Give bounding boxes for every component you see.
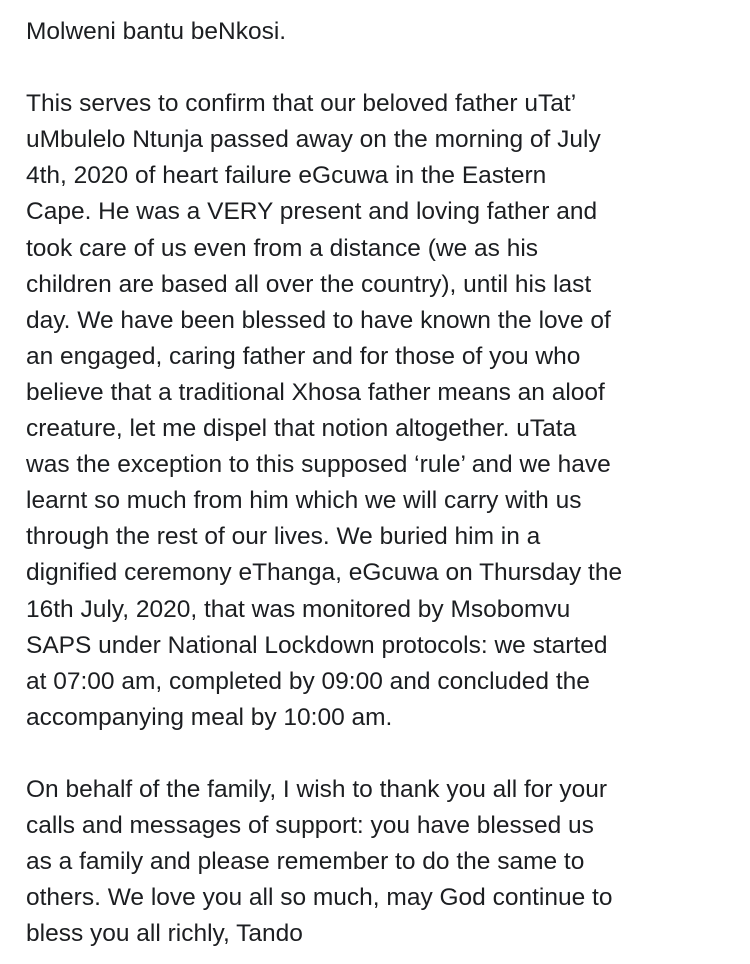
- paragraph-line: calls and messages of support: you have blessed us: [26, 812, 594, 840]
- paragraph-line: bless you all richly, Tando: [26, 920, 303, 948]
- paragraph-announcement: [26, 86, 730, 736]
- paragraph-line: This serves to confirm that our beloved father uTat’: [26, 90, 577, 118]
- greeting: Molweni bantu beNkosi.: [26, 18, 287, 45]
- paragraph-line: SAPS under National Lockdown protocols: we started: [26, 631, 608, 659]
- paragraph-line: others. We love you all so much, may God continue to: [26, 884, 613, 912]
- paragraph-line: uMbulelo Ntunja passed away on the morning of July: [26, 126, 601, 154]
- paragraph-line: believe that a traditional Xhosa father means an aloof: [26, 378, 605, 406]
- paragraph-line: Cape. He was a VERY present and loving father and: [26, 198, 598, 226]
- paragraph-spacer: [26, 736, 730, 772]
- paragraph-thanks: [26, 772, 730, 952]
- paragraph-line: at 07:00 am, completed by 09:00 and concluded the: [26, 667, 590, 695]
- paragraph-line: creature, let me dispel that notion altogether. uTata: [26, 415, 577, 443]
- paragraph-line: dignified ceremony eThanga, eGcuwa on Thursday the: [26, 559, 623, 587]
- paragraph-line: 16th July, 2020, that was monitored by Msobomvu: [26, 595, 571, 623]
- paragraph-line: accompanying meal by 10:00 am.: [26, 703, 393, 731]
- paragraph-line: as a family and please remember to do the same to: [26, 848, 585, 876]
- post-body: [26, 14, 730, 952]
- paragraph-line: learnt so much from him which we will carry with us: [26, 487, 582, 515]
- paragraph-line: On behalf of the family, I wish to thank you all for your: [26, 775, 608, 803]
- paragraph-line: children are based all over the country), until his last: [26, 270, 592, 298]
- paragraph-line: an engaged, caring father and for those of you who: [26, 342, 581, 370]
- paragraph-line: day. We have been blessed to have known the love of: [26, 306, 611, 334]
- paragraph-spacer: [26, 50, 730, 86]
- paragraph-line: took care of us even from a distance (we as his: [26, 234, 539, 262]
- paragraph-line: through the rest of our lives. We buried him in a: [26, 523, 541, 551]
- paragraph-line: was the exception to this supposed ‘rule’ and we have: [26, 451, 611, 479]
- paragraph-line: 4th, 2020 of heart failure eGcuwa in the Eastern: [26, 162, 547, 190]
